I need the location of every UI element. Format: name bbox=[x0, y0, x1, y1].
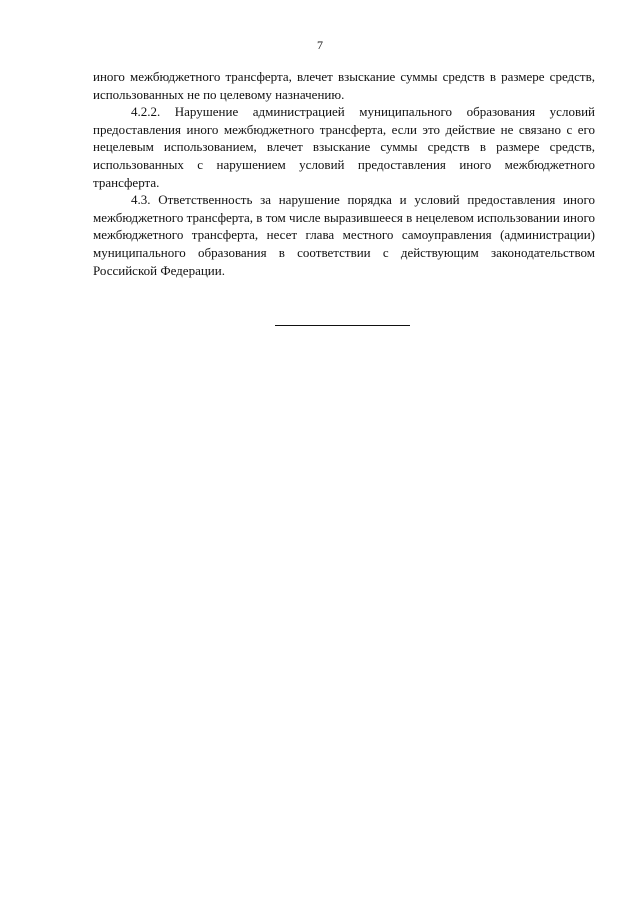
end-divider-line bbox=[275, 325, 410, 326]
page-number: 7 bbox=[317, 38, 323, 52]
paragraph-4-2-2: 4.2.2. Нарушение администрацией муниципального образования условий предоставления иного межбюджетного трансферта, если это действие не связано с его нецелевым использованием, влечет взыскание суммы средств в размере средств, использованных с нарушением условий предоставления иного межбюджетного трансферта. bbox=[93, 104, 595, 190]
paragraph-continuation: иного межбюджетного трансферта, влечет взыскание суммы средств в размере средств, использованных не по целевому назначению. bbox=[93, 69, 595, 102]
document-body bbox=[93, 68, 595, 279]
paragraph-4-3: 4.3. Ответственность за нарушение порядка и условий предоставления иного межбюджетного трансферта, в том числе выразившееся в нецелевом использовании иного межбюджетного трансферта, несет глава местного самоуправления (администрации) муниципального образования в соответствии с действующим законодательством Российской Федерации. bbox=[93, 192, 595, 278]
